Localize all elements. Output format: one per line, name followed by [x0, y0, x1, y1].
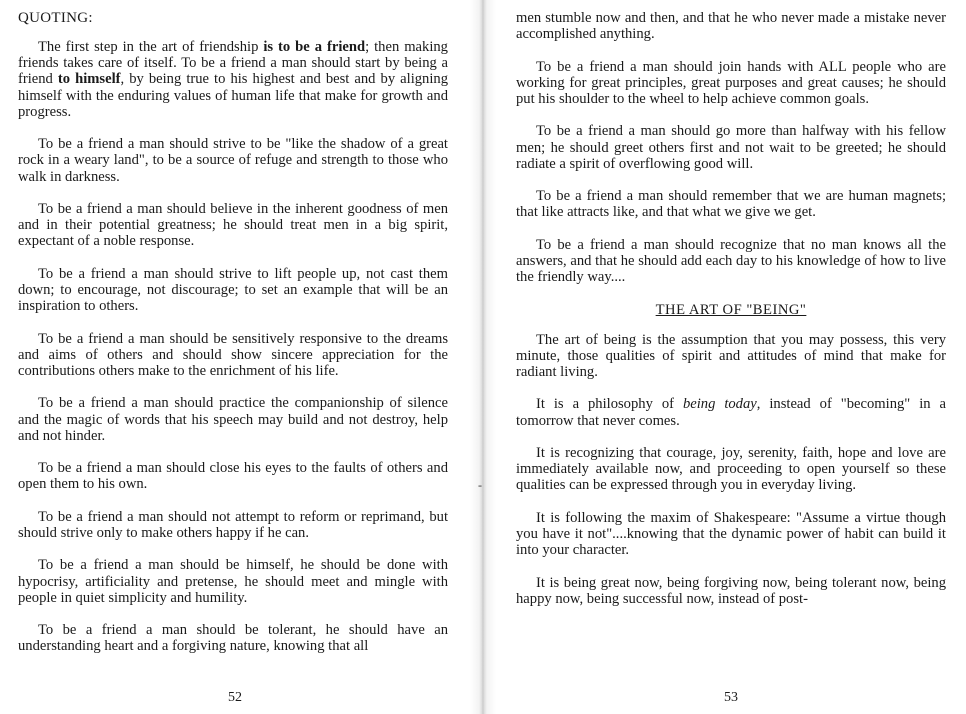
paragraph-10: It is being great now, being forgiving now, being tolerant now, being happy now, being successful now, instead of post- — [516, 574, 946, 607]
paragraph-1 — [18, 39, 448, 120]
paragraph-1-bold-a: is to be a friend — [263, 39, 366, 55]
section-label: QUOTING: — [18, 10, 93, 26]
paragraph-9: To be a friend a man should be himself, he should be done with hypocrisy, artificiality and pretense, he should meet and mingle with people in quiet simplicity and humility. — [18, 557, 448, 606]
paragraph-5: To be a friend a man should recognize that no man knows all the answers, and that he should add each day to his knowledge of how to live the friendly way.... — [516, 236, 946, 286]
paragraph-continued: men stumble now and then, and that he who never made a mistake never accomplished anything. — [516, 10, 946, 43]
paragraph-8: It is recognizing that courage, joy, serenity, faith, hope and love are immediately available now, and proceeding to open yourself so these qualities can be expressed through you in everyday living. — [516, 444, 946, 494]
paragraph-1-text-b: ; then making friends takes care of itself. To be a friend a man should start by being a friend — [18, 39, 448, 88]
paragraph-10: To be a friend a man should be tolerant, he should have an understanding heart and a forgiving nature, knowing that all — [18, 622, 448, 655]
paragraph-7 — [516, 396, 946, 428]
paragraph-8: To be a friend a man should not attempt to reform or reprimand, but should strive only to make others happy if he can. — [18, 508, 448, 541]
paragraph-1-bold-b: to himself — [57, 71, 121, 88]
left-page — [0, 0, 470, 714]
page-number-right: 53 — [724, 690, 738, 705]
paragraph-4: To be a friend a man should strive to lift people up, not cast them down; to encourage, not discourage; to set an example that will be an inspiration to others. — [18, 265, 448, 315]
paragraph-1-text-a: The first step in the art of friendship — [38, 39, 264, 55]
paragraph-9: It is following the maxim of Shakespeare: "Assume a virtue though you have it not"....knowing that the dynamic power of habit can build it into your character. — [516, 509, 946, 559]
paragraph-4: To be a friend a man should remember that we are human magnets; that like attracts like, and that what we give we get. — [516, 188, 946, 221]
paragraph-7-italic: being today — [682, 396, 757, 413]
paragraph-2: To be a friend a man should join hands with ALL people who are working for great principles, great purposes and great causes; he should put his shoulder to the wheel to help achieve common goals. — [516, 58, 946, 107]
gutter-mark: - — [478, 478, 482, 492]
paragraph-6: To be a friend a man should practice the companionship of silence and the magic of words that his speech may build and not destroy, help and not hinder. — [18, 395, 448, 444]
section-heading: THE ART OF "BEING" — [655, 301, 807, 318]
right-page — [496, 0, 966, 714]
paragraph-3: To be a friend a man should believe in the inherent goodness of men and in their potential greatness; he should treat men in a big spirit, expectant of a noble response. — [18, 201, 448, 250]
paragraph-5: To be a friend a man should be sensitively responsive to the dreams and aims of others and should show sincere appreciation for the contributions others make to the enrichment of his life. — [18, 330, 448, 379]
paragraph-6: The art of being is the assumption that you may possess, this very minute, those qualities of spirit and attitudes of mind that make for radiant living. — [516, 331, 946, 380]
paragraph-7: To be a friend a man should close his eyes to the faults of others and open them to his own. — [18, 460, 448, 493]
paragraph-2: To be a friend a man should strive to be "like the shadow of a great rock in a weary land", to be a source of refuge and strength to those who walk in darkness. — [18, 136, 448, 185]
book-gutter — [470, 0, 496, 714]
paragraph-7-text-a: It is a philosophy of — [536, 396, 683, 413]
paragraph-7-text-b: , instead of "becoming" in a tomorrow that never comes. — [516, 396, 946, 429]
paragraph-1-text-c: , by being true to his highest and best and by aligning himself with the enduring values of human life that make for growth and progress. — [18, 71, 448, 120]
page-number-left: 52 — [228, 690, 242, 705]
paragraph-3: To be a friend a man should go more than halfway with his fellow men; he should greet others first and not wait to be greeted; he should radiate a spirit of overflowing good will. — [516, 123, 946, 172]
